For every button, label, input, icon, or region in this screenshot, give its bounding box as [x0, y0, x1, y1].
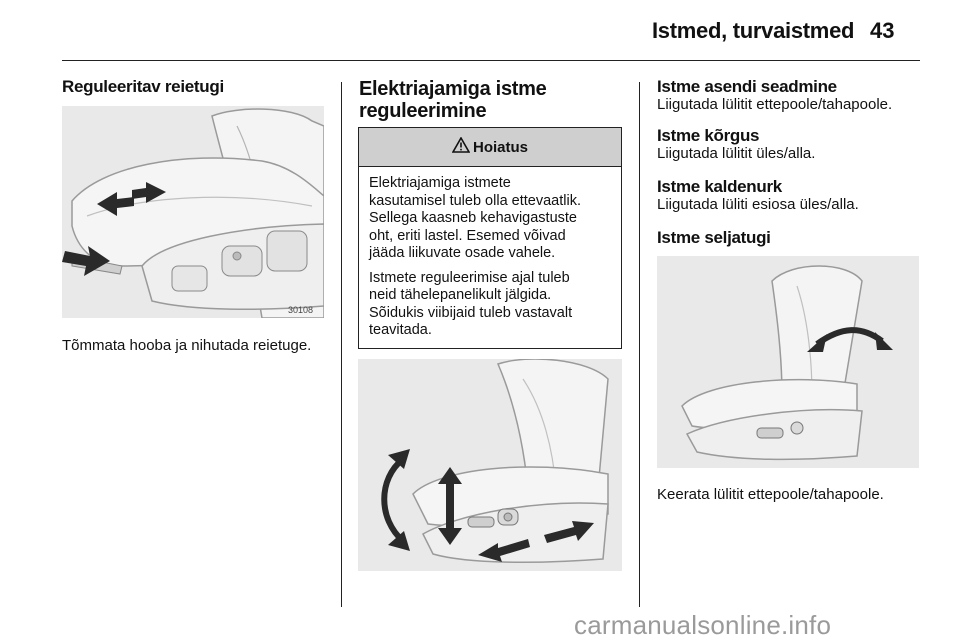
- seat-height-text: Liigutada lülitit üles/alla.: [657, 145, 816, 162]
- seat-position-text: Liigutada lülitit ettepoole/tahapoole.: [657, 96, 893, 113]
- column-divider-left: [341, 82, 342, 607]
- warning-box: [358, 127, 622, 349]
- warning-body: [359, 167, 621, 353]
- section-heading-thigh-support: Reguleeritav reietugi: [62, 77, 224, 96]
- section-heading-seat-tilt: Istme kaldenurk: [657, 177, 782, 196]
- warning-paragraph-2: [369, 270, 613, 340]
- warning-line: jääda liikuvate osade vahele.: [369, 245, 556, 261]
- thigh-support-caption: Tõmmata hooba ja nihutada reietuge.: [62, 337, 312, 354]
- warning-line: teavitada.: [369, 322, 432, 338]
- section-heading-electric-seat-line2: reguleerimine: [359, 100, 487, 122]
- warning-line: kasutamisel tuleb olla ettevaatlik.: [369, 192, 581, 209]
- warning-line: Elektriajamiga istmete: [369, 175, 511, 191]
- backrest-caption: Keerata lülitit ettepoole/tahapoole.: [657, 486, 884, 503]
- electric-seat-figure: [358, 359, 622, 571]
- warning-line: neid tähelepanelikult jälgida.: [369, 287, 552, 303]
- section-heading-backrest: Istme seljatugi: [657, 228, 771, 247]
- figure-code: 30108: [288, 305, 314, 315]
- warning-line: Istmete reguleerimise ajal tuleb: [369, 269, 570, 286]
- backrest-figure: [657, 256, 919, 468]
- warning-line: oht, eriti lastel. Esemed võivad: [369, 227, 566, 244]
- warning-paragraph-1: [369, 175, 613, 263]
- warning-line: Sõidukis viibijaid tuleb vastavalt: [369, 304, 573, 321]
- warning-header: [359, 128, 621, 167]
- watermark-text: carmanualsonline.info: [574, 610, 832, 640]
- seat-tilt-text: Liigutada lüliti esiosa üles/alla.: [657, 196, 859, 213]
- warning-triangle-icon: [452, 137, 470, 157]
- page-header-title: Istmed, turvaistmed: [652, 18, 855, 43]
- section-heading-seat-position: Istme asendi seadmine: [657, 77, 837, 96]
- page-number: 43: [870, 18, 895, 43]
- column-divider-right: [639, 82, 640, 607]
- warning-title: Hoiatus: [472, 138, 528, 156]
- section-heading-seat-height: Istme kõrgus: [657, 126, 760, 145]
- warning-line: Sellega kaasneb kehavigastuste: [369, 210, 577, 226]
- thigh-support-figure: [62, 106, 324, 318]
- header-rule: [62, 60, 920, 61]
- section-heading-electric-seat-line1: Elektriajamiga istme: [359, 78, 547, 100]
